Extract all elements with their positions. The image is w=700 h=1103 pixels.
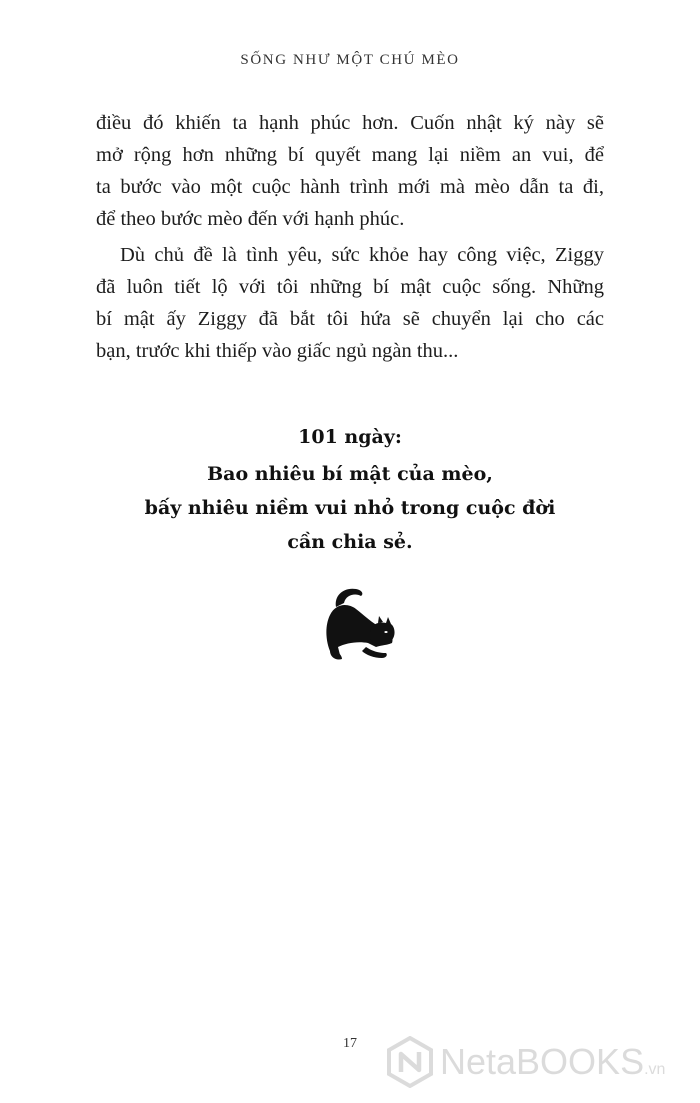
text-line: đã luôn tiết lộ với tôi những bí mật cuộc sống. Những — [96, 276, 604, 298]
text-line: điều đó khiến ta hạnh phúc hơn. Cuốn nhật ký này sẽ — [96, 112, 604, 134]
stretching-black-cat-icon — [316, 585, 396, 661]
callout-quote — [0, 420, 700, 559]
text-line: mở rộng hơn những bí quyết mang lại niềm an vui, để — [96, 144, 604, 166]
paragraph-2 — [96, 239, 604, 367]
netabooks-logo-icon — [386, 1036, 434, 1088]
running-head: SỐNG NHƯ MỘT CHÚ MÈO — [240, 52, 460, 68]
watermark-tld: .vn — [644, 1061, 666, 1078]
text-line: Dù chủ đề là tình yêu, sức khỏe hay công việc, Ziggy — [120, 244, 604, 266]
text-line: bạn, trước khi thiếp vào giấc ngủ ngàn thu... — [96, 340, 459, 362]
callout-line: cần chia sẻ. — [287, 531, 413, 553]
paragraph-1 — [96, 107, 604, 235]
text-line: để theo bước mèo đến với hạnh phúc. — [96, 208, 405, 230]
netabooks-watermark — [386, 1034, 696, 1090]
watermark-text — [440, 1041, 665, 1083]
page-number: 17 — [343, 1036, 357, 1051]
watermark-name: NetaBOOKS — [440, 1041, 645, 1082]
callout-line: bấy nhiêu niềm vui nhỏ trong cuộc đời — [144, 497, 556, 519]
callout-title: 101 ngày: — [298, 426, 402, 448]
text-line: ta bước vào một cuộc hành trình mới mà mèo dẫn ta đi, — [96, 176, 604, 198]
text-line: bí mật ấy Ziggy đã bắt tôi hứa sẽ chuyển lại cho các — [96, 308, 604, 330]
body-text — [96, 107, 604, 367]
callout-line: Bao nhiêu bí mật của mèo, — [207, 463, 493, 485]
